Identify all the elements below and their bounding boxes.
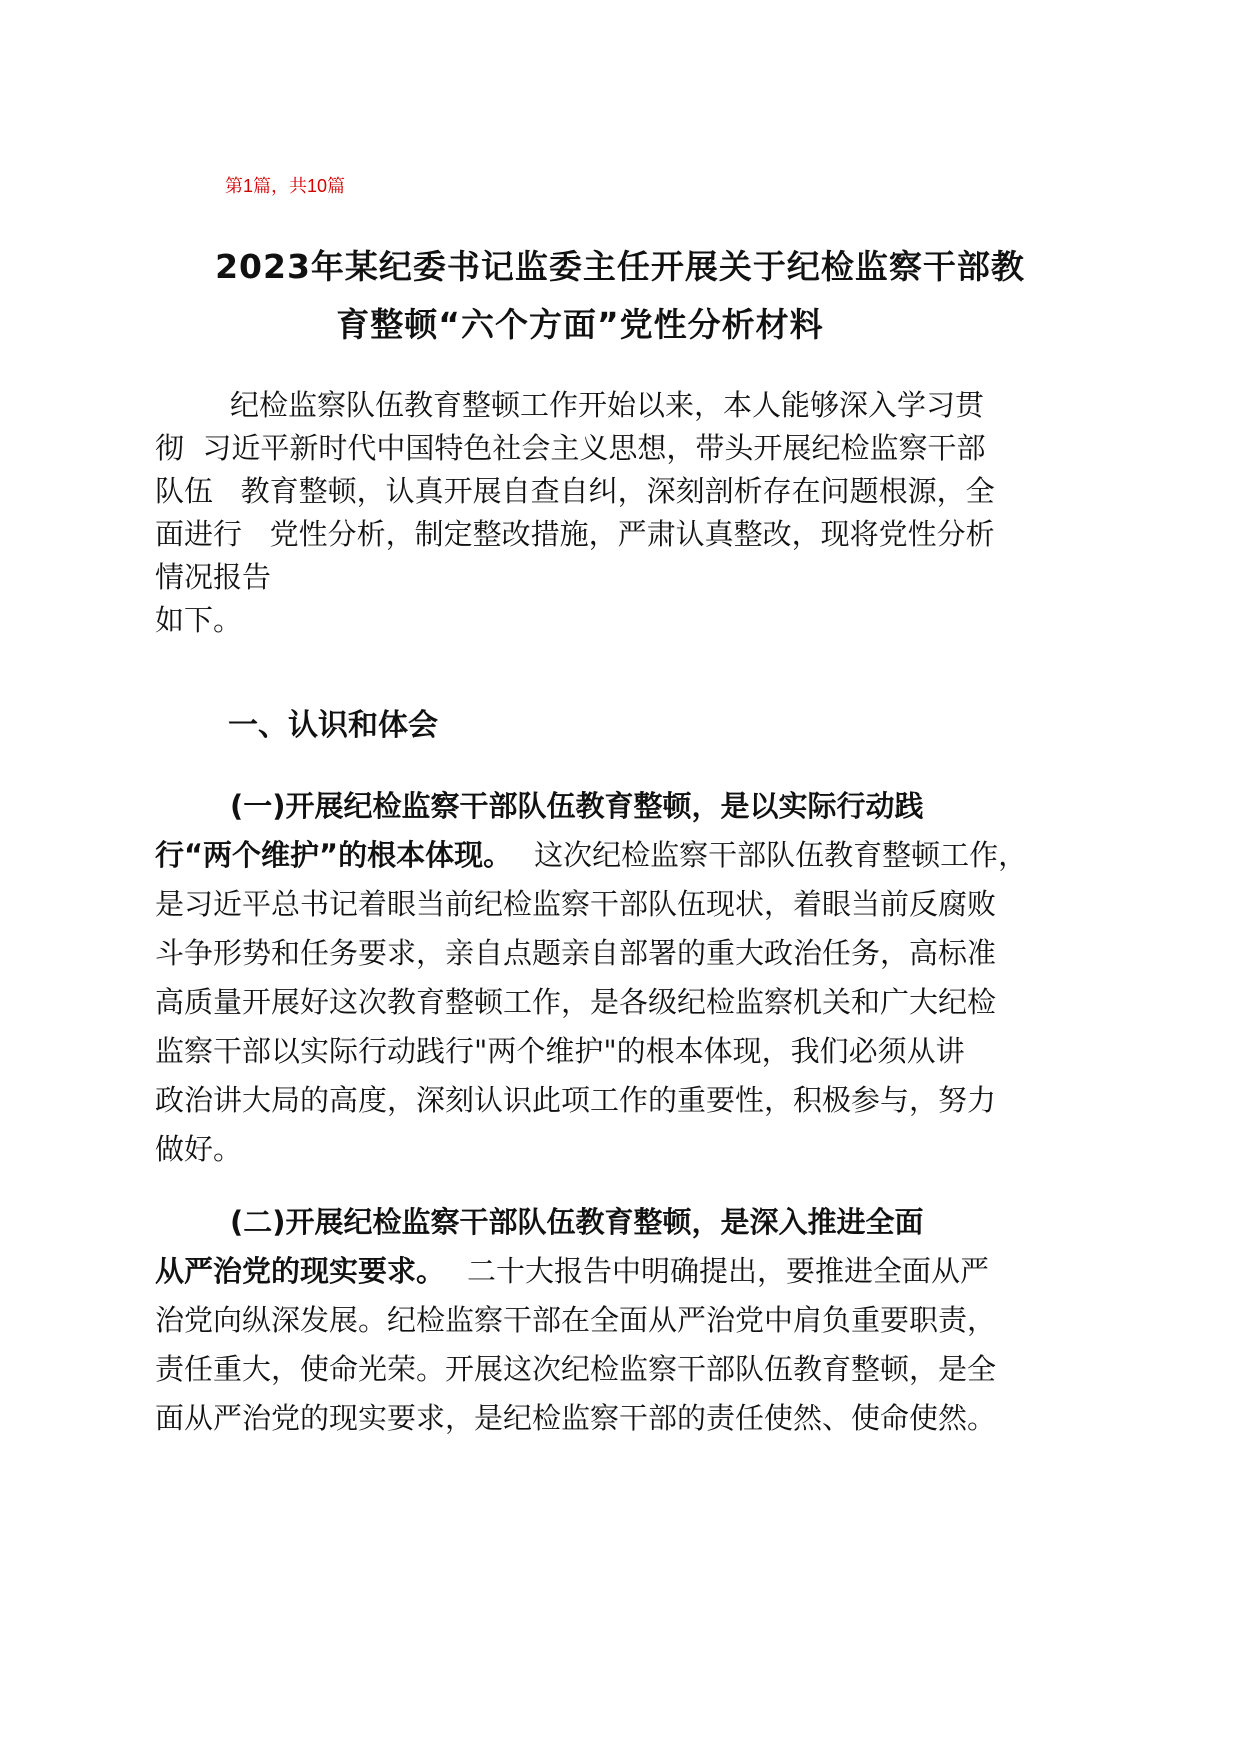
intro-line: 纪检监察队伍教育整顿工作开始以来，本人能够深入学习贯 — [230, 388, 985, 422]
intro-line: 队伍 教育整顿，认真开展自查自纠，深刻剖析存在问题根源，全 — [155, 474, 995, 508]
subsection-2-title-line-1: (二)开展纪检监察干部队伍教育整顿，是深入推进全面 — [230, 1205, 924, 1239]
subsection-2 — [155, 1198, 1085, 1443]
subsection-1-title-line-1: (一)开展纪检监察干部队伍教育整顿，是以实际行动践 — [230, 789, 924, 823]
subsection-1-line: 监察干部以实际行动践行"两个维护"的根本体现，我们必须从讲 — [155, 1034, 965, 1068]
subsection-2-body-start: 二十大报告中明确提出，要推进全面从严 — [467, 1254, 990, 1288]
subsection-1-line: 是习近平总书记着眼当前纪检监察干部队伍现状，着眼当前反腐败 — [155, 887, 997, 921]
subsection-2-line-2 — [155, 1247, 1085, 1296]
subsection-1-line: 政治讲大局的高度，深刻认识此项工作的重要性，积极参与，努力 — [155, 1083, 997, 1117]
subsection-2-title-line-2: 从严治党的现实要求。 — [155, 1254, 446, 1288]
intro-line: 如下。 — [155, 603, 243, 637]
subsection-1-line-2 — [155, 831, 1085, 880]
subsection-1-line: 斗争形势和任务要求，亲自点题亲自部署的重大政治任务，高标准 — [155, 936, 997, 970]
title-line-2: 育整顿“六个方面”党性分析材料 — [336, 305, 824, 344]
subsection-1-line: 做好。 — [155, 1132, 243, 1166]
section-heading: 一、认识和体会 — [228, 708, 438, 743]
subsection-2-line: 面从严治党的现实要求，是纪检监察干部的责任使然、使命使然。 — [155, 1401, 997, 1435]
intro-line: 面进行 党性分析，制定整改措施，严肃认真整改，现将党性分析 — [155, 517, 995, 551]
subsection-2-line: 责任重大，使命光荣。开展这次纪检监察干部队伍教育整顿，是全 — [155, 1352, 997, 1386]
subsection-2-line: 治党向纵深发展。纪检监察干部在全面从严治党中肩负重要职责， — [155, 1303, 997, 1337]
page-marker: 第1篇，共10篇 — [225, 176, 346, 196]
document-title — [150, 238, 1090, 354]
subsection-1-line: 高质量开展好这次教育整顿工作，是各级纪检监察机关和广大纪检 — [155, 985, 997, 1019]
subsection-1 — [155, 782, 1085, 1174]
subsection-1-title-line-2: 行“两个维护”的根本体现。 — [155, 838, 513, 872]
subsection-1-body-start: 这次纪检监察干部队伍教育整顿工作， — [534, 838, 1028, 872]
intro-line: 彻 习近平新时代中国特色社会主义思想，带头开展纪检监察干部 — [155, 431, 986, 465]
intro-line: 情况报告 — [155, 560, 272, 594]
intro-paragraph — [155, 384, 1085, 642]
title-line-1: 2023年某纪委书记监委主任开展关于纪检监察干部教 — [215, 247, 1025, 286]
